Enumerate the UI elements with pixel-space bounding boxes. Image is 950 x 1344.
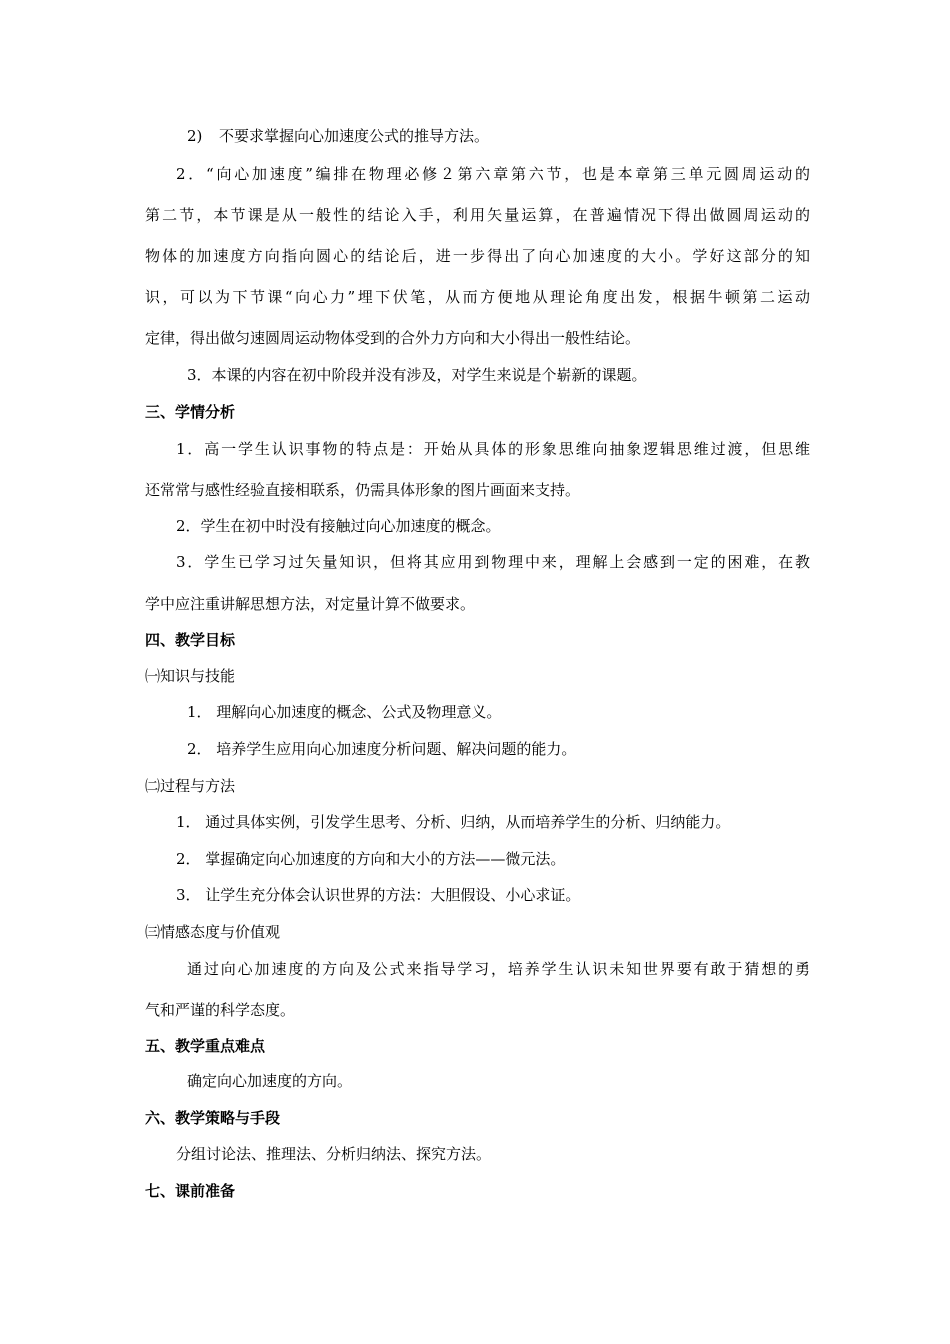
list-item: 2． 培养学生应用向心加速度分析问题、解决问题的能力。	[187, 740, 577, 758]
paragraph-line: 定律，得出做匀速圆周运动物体受到的合外力方向和大小得出一般性结论。	[145, 329, 641, 347]
section-heading-3: 三、学情分析	[145, 403, 236, 421]
subsection-heading: ㈠知识与技能	[145, 667, 236, 685]
paragraph-line: 通过向心加速度的方向及公式来指导学习，培养学生认识未知世界要有敢于猜想的勇	[187, 960, 810, 978]
paragraph-line: 学中应注重讲解思想方法，对定量计算不做要求。	[145, 595, 476, 613]
list-item-2	[187, 126, 587, 146]
list-number: 2)	[187, 127, 203, 145]
paragraph-line: 气和严谨的科学态度。	[145, 1001, 296, 1019]
list-item: 3． 让学生充分体会认识世界的方法：大胆假设、小心求证。	[176, 886, 581, 904]
subsection-heading: ㈡过程与方法	[145, 777, 236, 795]
section-heading-6: 六、教学策略与手段	[145, 1109, 281, 1127]
paragraph-line: 确定向心加速度的方向。	[187, 1072, 353, 1090]
paragraph-line: 3．学生已学习过矢量知识，但将其应用到物理中来，理解上会感到一定的困难，在教	[176, 553, 810, 571]
section-heading-4: 四、教学目标	[145, 631, 236, 649]
subsection-heading: ㈢情感态度与价值观	[145, 923, 281, 941]
paragraph-line: 还常常与感性经验直接相联系，仍需具体形象的图片画面来支持。	[145, 481, 581, 499]
section-heading-5: 五、教学重点难点	[145, 1037, 266, 1055]
paragraph-line: 2．学生在初中时没有接触过向心加速度的概念。	[176, 517, 501, 535]
list-item: 2． 掌握确定向心加速度的方向和大小的方法——微元法。	[176, 850, 566, 868]
list-item: 1． 通过具体实例，引发学生思考、分析、归纳，从而培养学生的分析、归纳能力。	[176, 813, 731, 831]
list-text: 不要求掌握向心加速度公式的推导方法。	[219, 127, 490, 145]
paragraph-line: 识，可以为下节课“向心力”埋下伏笔，从而方便地从理论角度出发，根据牛顿第二运动	[145, 288, 810, 306]
paragraph-line: 物体的加速度方向指向圆心的结论后，进一步得出了向心加速度的大小。学好这部分的知	[145, 247, 810, 265]
paragraph-line: 第二节，本节课是从一般性的结论入手，利用矢量运算，在普遍情况下得出做圆周运动的	[145, 206, 810, 224]
paragraph-line: 2．“向心加速度”编排在物理必修２第六章第六节，也是本章第三单元圆周运动的	[176, 165, 810, 183]
paragraph-line: 分组讨论法、推理法、分析归纳法、探究方法。	[176, 1145, 492, 1163]
list-item: 1． 理解向心加速度的概念、公式及物理意义。	[187, 703, 502, 721]
paragraph-line: 1．高一学生认识事物的特点是：开始从具体的形象思维向抽象逻辑思维过渡，但思维	[176, 440, 810, 458]
paragraph-line: 3．本课的内容在初中阶段并没有涉及，对学生来说是个崭新的课题。	[187, 366, 647, 384]
section-heading-7: 七、课前准备	[145, 1182, 236, 1200]
